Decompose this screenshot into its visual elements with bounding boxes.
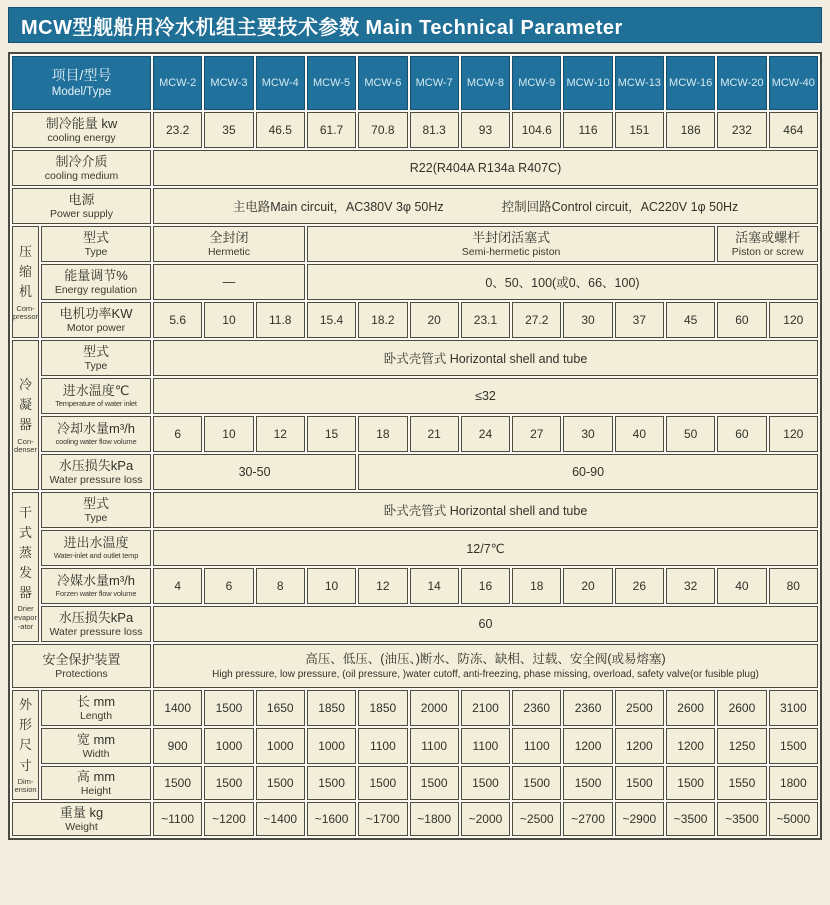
- row-energy-regulation: [12, 264, 818, 300]
- value-cell: 20: [410, 302, 459, 338]
- column-header: MCW-16: [666, 56, 715, 110]
- value-cell: 1650: [256, 690, 305, 726]
- value-cell: 卧式壳管式 Horizontal shell and tube: [153, 492, 818, 528]
- protections-zh: 高压、低压、(油压、)断水、防冻、缺相、过载、安全阀(或易熔塞): [305, 652, 666, 667]
- value-cell: 60: [717, 416, 766, 452]
- row-label: [41, 690, 151, 726]
- value-cell: 6: [204, 568, 253, 604]
- section-label-zh: 外形尺寸: [18, 697, 32, 773]
- value-cell: 5.6: [153, 302, 202, 338]
- value-cell: 6: [153, 416, 202, 452]
- row-cooling-water-flow: [12, 416, 818, 452]
- value-cell: 15.4: [307, 302, 356, 338]
- row-label-zh: 电源: [68, 191, 95, 207]
- row-label-zh: 重量 kg: [59, 804, 104, 820]
- row-label-zh: 长 mm: [76, 693, 116, 709]
- value-cell: 10: [307, 568, 356, 604]
- section-label-en: Con-denser: [14, 436, 37, 455]
- column-header: MCW-9: [512, 56, 561, 110]
- value-cell: 2600: [717, 690, 766, 726]
- row-label-en: cooling water flow volume: [55, 437, 137, 447]
- row-label: [41, 766, 151, 800]
- value-cell: ~1100: [153, 802, 202, 836]
- value-cell: 45: [666, 302, 715, 338]
- value-cell: 10: [204, 416, 253, 452]
- value-cell: ~2700: [563, 802, 612, 836]
- row-cooling-medium: [12, 150, 818, 186]
- value-cell: 1500: [666, 766, 715, 800]
- value-cell: 46.5: [256, 112, 305, 148]
- column-header: MCW-6: [358, 56, 407, 110]
- section-label-dimension: [12, 690, 39, 800]
- section-label-compressor: [12, 226, 39, 338]
- section-label-zh: 干式蒸发器: [18, 504, 32, 601]
- row-label-en: cooling energy: [47, 132, 116, 145]
- row-condenser-type: [12, 340, 818, 376]
- row-label-en: Length: [79, 710, 113, 723]
- row-label-en: Width: [82, 748, 110, 761]
- value-cell: 70.8: [358, 112, 407, 148]
- row-length: [12, 690, 818, 726]
- row-label-en: Protections: [55, 668, 108, 681]
- value-cell: 18: [512, 568, 561, 604]
- value-cell: 8: [256, 568, 305, 604]
- value-cell: 0、50、100(或0、66、100): [307, 264, 818, 300]
- row-label-zh: 进出水温度: [63, 535, 129, 551]
- row-label-zh: 水压损失kPa: [58, 609, 134, 625]
- row-label: [41, 492, 151, 528]
- value-cell: 1500: [153, 766, 202, 800]
- value-cell: 1500: [358, 766, 407, 800]
- row-label: [41, 454, 151, 490]
- table-header-row: [12, 56, 818, 110]
- value-cell: 1200: [563, 728, 612, 764]
- value-cell: 81.3: [410, 112, 459, 148]
- power-main-circuit: 主电路Main circuit，AC380V 3φ 50Hz: [232, 200, 444, 214]
- value-cell: 14: [410, 568, 459, 604]
- value-cell: 120: [769, 416, 818, 452]
- value-cell: 11.8: [256, 302, 305, 338]
- value-cell: 120: [769, 302, 818, 338]
- value-cell: ~2500: [512, 802, 561, 836]
- value-cell: 1000: [204, 728, 253, 764]
- row-label-en: Temperature of water inlet: [55, 399, 137, 409]
- value-cell: 116: [563, 112, 612, 148]
- row-label-zh: 冷媒水量m³/h: [57, 573, 136, 589]
- value-cell: ~1800: [410, 802, 459, 836]
- row-label-zh: 进水温度℃: [62, 383, 130, 399]
- row-label-en: Weight: [65, 821, 98, 834]
- value-cell: 1500: [204, 690, 253, 726]
- value-cell: 3100: [769, 690, 818, 726]
- value-cell: 35: [204, 112, 253, 148]
- row-label-zh: 宽 mm: [76, 731, 116, 747]
- value-cell: 30: [563, 416, 612, 452]
- row-label: [12, 188, 151, 224]
- row-cooling-energy: [12, 112, 818, 148]
- row-compressor-type: [12, 226, 818, 262]
- row-label: [41, 530, 151, 566]
- value-cell: 60: [153, 606, 818, 642]
- value-cell: 27.2: [512, 302, 561, 338]
- row-height: [12, 766, 818, 800]
- value-cell: 1100: [512, 728, 561, 764]
- value-cell: 1500: [563, 766, 612, 800]
- value-cell: [717, 226, 818, 262]
- value-cell: 18: [358, 416, 407, 452]
- value-cell: ~2900: [615, 802, 664, 836]
- value-cell: ~3500: [717, 802, 766, 836]
- row-power-supply: [12, 188, 818, 224]
- value-cell: 12/7℃: [153, 530, 818, 566]
- row-frozen-water-flow: [12, 568, 818, 604]
- column-header: MCW-13: [615, 56, 664, 110]
- value-cell: ~1400: [256, 802, 305, 836]
- protections-en: High pressure, low pressure, (oil pressure, )water cutoff, anti-freezing, phase missing, overload, safety valve(or fusible plug): [212, 669, 759, 681]
- spec-table: [8, 52, 822, 840]
- column-header: MCW-10: [563, 56, 612, 110]
- header-label-en: Model/Type: [51, 85, 112, 98]
- value-cell: 1000: [256, 728, 305, 764]
- row-label-en: Power supply: [49, 208, 114, 221]
- value-cell: 1500: [512, 766, 561, 800]
- value-cell: 40: [717, 568, 766, 604]
- value-cell: 1500: [307, 766, 356, 800]
- value-cell: 卧式壳管式 Horizontal shell and tube: [153, 340, 818, 376]
- power-control-circuit: 控制回路Control circuit，AC220V 1φ 50Hz: [501, 200, 739, 214]
- section-label-condenser: [12, 340, 39, 490]
- value-cell: 40: [615, 416, 664, 452]
- value-cell: 151: [615, 112, 664, 148]
- row-label: [12, 644, 151, 688]
- column-header: MCW-4: [256, 56, 305, 110]
- section-label-zh: 冷凝器: [18, 377, 32, 433]
- value-cell: 18.2: [358, 302, 407, 338]
- row-width: [12, 728, 818, 764]
- row-label-en: cooling medium: [44, 170, 119, 183]
- value-cell: 20: [563, 568, 612, 604]
- value-cell: 4: [153, 568, 202, 604]
- value-cell: 2600: [666, 690, 715, 726]
- value-cell: 186: [666, 112, 715, 148]
- row-label-zh: 冷却水量m³/h: [57, 421, 136, 437]
- value-cell: ~5000: [769, 802, 818, 836]
- row-label: [41, 568, 151, 604]
- row-label: [41, 606, 151, 642]
- row-inout-temp: [12, 530, 818, 566]
- row-label-en: Height: [80, 785, 112, 798]
- comp-type-zh: 活塞或螺杆: [735, 229, 801, 245]
- row-label-zh: 水压损失kPa: [58, 457, 134, 473]
- value-cell: 1500: [204, 766, 253, 800]
- value-cell: [153, 188, 818, 224]
- row-label-zh: 安全保护装置: [42, 651, 121, 667]
- row-weight: [12, 802, 818, 836]
- row-label: [41, 728, 151, 764]
- row-evap-pressure-loss: [12, 606, 818, 642]
- value-cell: 1100: [410, 728, 459, 764]
- value-cell: ~1600: [307, 802, 356, 836]
- comp-type-zh: 全封闭: [209, 229, 249, 245]
- row-label-zh: 电机功率KW: [59, 305, 133, 321]
- column-header: MCW-7: [410, 56, 459, 110]
- value-cell: 2500: [615, 690, 664, 726]
- value-cell: 1500: [769, 728, 818, 764]
- header-model-type: [12, 56, 151, 110]
- value-cell: 23.1: [461, 302, 510, 338]
- section-label-zh: 压缩机: [18, 244, 32, 300]
- column-header: MCW-2: [153, 56, 202, 110]
- value-cell: 37: [615, 302, 664, 338]
- value-cell: 1500: [615, 766, 664, 800]
- row-label: [41, 416, 151, 452]
- row-label: [41, 264, 151, 300]
- row-label-en: Water pressure loss: [49, 626, 143, 639]
- value-cell: 12: [256, 416, 305, 452]
- section-label-evaporator: [12, 492, 39, 642]
- value-cell: [307, 226, 715, 262]
- value-cell: 30-50: [153, 454, 356, 490]
- value-cell: 93: [461, 112, 510, 148]
- value-cell: 60-90: [358, 454, 818, 490]
- row-label-en: Energy regulation: [54, 284, 138, 297]
- row-label-en: Water-inlet and outlet temp: [53, 551, 139, 561]
- row-label-zh: 制冷能量 kw: [45, 115, 118, 131]
- row-label: [41, 226, 151, 262]
- row-label-zh: 制冷介质: [55, 153, 108, 169]
- section-label-en: Dim-ension: [14, 776, 37, 795]
- row-cond-pressure-loss: [12, 454, 818, 490]
- row-label-en: Type: [84, 512, 108, 525]
- comp-type-en: Piston or screw: [731, 246, 804, 259]
- row-label: [12, 150, 151, 186]
- value-cell: 2100: [461, 690, 510, 726]
- value-cell: 61.7: [307, 112, 356, 148]
- value-cell: 1800: [769, 766, 818, 800]
- value-cell: ~1700: [358, 802, 407, 836]
- comp-type-en: Hermetic: [207, 246, 250, 259]
- value-cell: R22(R404A R134a R407C): [153, 150, 818, 186]
- value-cell: 1500: [461, 766, 510, 800]
- value-cell: 1250: [717, 728, 766, 764]
- value-cell: 27: [512, 416, 561, 452]
- value-cell: 1550: [717, 766, 766, 800]
- section-label-en: Com-pressor: [13, 303, 39, 322]
- header-label-zh: 项目/型号: [51, 67, 112, 84]
- row-label: [12, 112, 151, 148]
- row-label: [41, 302, 151, 338]
- row-water-inlet-temp: [12, 378, 818, 414]
- section-label-en: Drier evapor-ator: [14, 604, 37, 631]
- value-cell: 1200: [615, 728, 664, 764]
- value-cell: 60: [717, 302, 766, 338]
- value-cell: 16: [461, 568, 510, 604]
- row-label-zh: 型式: [83, 343, 110, 359]
- page-title-text: MCW型舰船用冷水机组主要技术参数 Main Technical Parameter: [21, 16, 623, 39]
- value-cell: 2000: [410, 690, 459, 726]
- value-cell: ≤32: [153, 378, 818, 414]
- row-label: [41, 378, 151, 414]
- value-cell: 1100: [358, 728, 407, 764]
- value-cell: 10: [204, 302, 253, 338]
- comp-type-en: Semi-hermetic piston: [461, 246, 561, 259]
- row-label-zh: 高 mm: [76, 768, 116, 784]
- value-cell: 1100: [461, 728, 510, 764]
- row-label: [12, 802, 151, 836]
- value-cell: 23.2: [153, 112, 202, 148]
- value-cell: 232: [717, 112, 766, 148]
- value-cell: 104.6: [512, 112, 561, 148]
- value-cell: 32: [666, 568, 715, 604]
- row-label-en: Type: [84, 246, 108, 259]
- row-label-zh: 型式: [83, 229, 110, 245]
- row-label-zh: 能量调节%: [64, 267, 128, 283]
- value-cell: 1850: [358, 690, 407, 726]
- value-cell: 1200: [666, 728, 715, 764]
- value-cell: [153, 226, 305, 262]
- column-header: MCW-5: [307, 56, 356, 110]
- row-label-en: Forzen water flow volume: [55, 589, 137, 599]
- column-header: MCW-3: [204, 56, 253, 110]
- row-label-zh: 型式: [83, 495, 110, 511]
- row-label-en: Motor power: [66, 322, 126, 335]
- value-cell: ~1200: [204, 802, 253, 836]
- value-cell: 2360: [512, 690, 561, 726]
- row-protections: [12, 644, 818, 688]
- page-title: [8, 7, 822, 43]
- row-motor-power: [12, 302, 818, 338]
- value-cell: 26: [615, 568, 664, 604]
- value-cell: 1000: [307, 728, 356, 764]
- row-label-en: Type: [84, 360, 108, 373]
- column-header: MCW-8: [461, 56, 510, 110]
- value-cell: 2360: [563, 690, 612, 726]
- value-cell: 50: [666, 416, 715, 452]
- value-cell: 24: [461, 416, 510, 452]
- column-header: MCW-20: [717, 56, 766, 110]
- value-cell: 1850: [307, 690, 356, 726]
- value-cell: 21: [410, 416, 459, 452]
- comp-type-zh: 半封闭活塞式: [472, 229, 551, 245]
- value-cell: 1500: [256, 766, 305, 800]
- row-evaporator-type: [12, 492, 818, 528]
- value-cell: 900: [153, 728, 202, 764]
- value-cell: 80: [769, 568, 818, 604]
- value-cell: 15: [307, 416, 356, 452]
- value-cell: ~2000: [461, 802, 510, 836]
- value-cell: 30: [563, 302, 612, 338]
- row-label-en: Water pressure loss: [49, 474, 143, 487]
- value-cell: [153, 644, 818, 688]
- value-cell: 464: [769, 112, 818, 148]
- value-cell: ~3500: [666, 802, 715, 836]
- row-label: [41, 340, 151, 376]
- value-cell: 1500: [410, 766, 459, 800]
- value-cell: 1400: [153, 690, 202, 726]
- column-header: MCW-40: [769, 56, 818, 110]
- value-cell: —: [153, 264, 305, 300]
- value-cell: 12: [358, 568, 407, 604]
